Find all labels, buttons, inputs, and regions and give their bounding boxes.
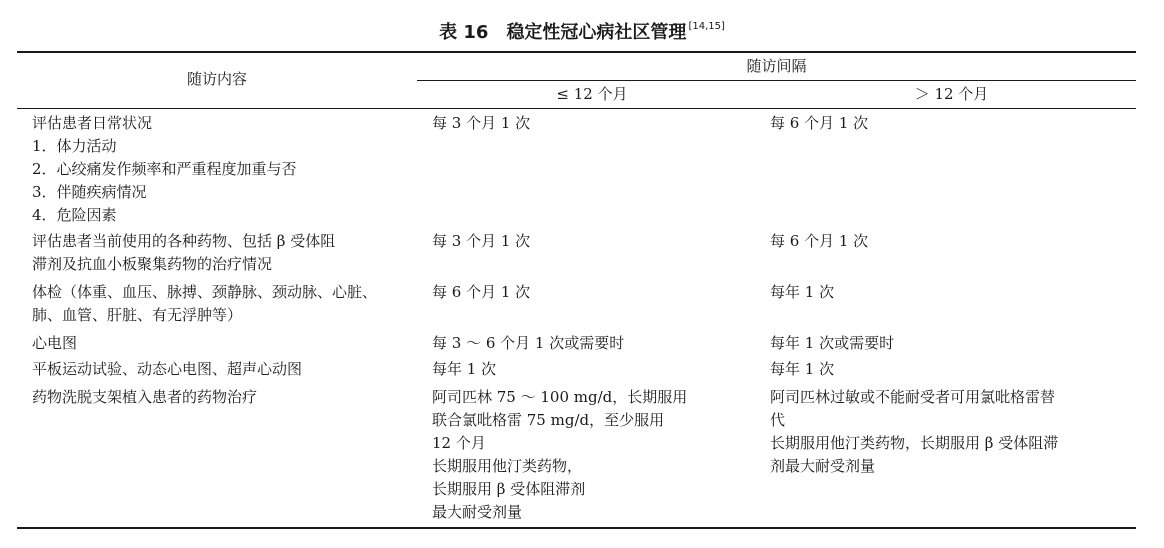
row2-le12: 每 3 个月 1 次 — [432, 232, 531, 250]
header-content: 随访内容 — [186, 70, 247, 88]
row2-content: 评估患者当前使用的各种药物、包括 β 受体阻 滞剂及抗血小板聚集药物的治疗情况 — [32, 232, 336, 273]
header-gt12: ＞ 12 个月 — [914, 85, 989, 103]
row1-gt12: 每 6 个月 1 次 — [770, 114, 869, 132]
row3-content: 体检（体重、血压、脉搏、颈静脉、颈动脉、心脏、 肺、血管、肝脏、有无浮肿等） — [32, 283, 378, 324]
row6-le12: 阿司匹林 75 ～ 100 mg/d，长期服用 联合氯吡格雷 75 mg/d，至少服用 12 个月 长期服用他汀类药物， 长期服用 β 受体阻滞剂 最大耐受剂量 — [432, 388, 688, 521]
bottom-rule — [17, 527, 1136, 529]
row5-content: 平板运动试验、动态心电图、超声心动图 — [32, 360, 303, 378]
row6-content: 药物洗脱支架植入患者的药物治疗 — [32, 388, 258, 406]
row4-content: 心电图 — [32, 334, 78, 352]
header-le12: ≤ 12 个月 — [556, 85, 628, 103]
group-rule — [417, 80, 1136, 81]
row3-gt12: 每年 1 次 — [770, 283, 835, 301]
row6-gt12: 阿司匹林过敏或不能耐受者可用氯吡格雷替 代 长期服用他汀类药物，长期服用 β 受体阻滞 剂最大耐受剂量 — [770, 388, 1059, 475]
table-title: 稳定性冠心病社区管理 — [506, 22, 687, 43]
row4-le12: 每 3 ～ 6 个月 1 次或需要时 — [432, 334, 625, 352]
row5-gt12: 每年 1 次 — [770, 360, 835, 378]
table-number: 表 16 — [439, 22, 489, 43]
row1-content: 评估患者日常状况 1．体力活动 2．心绞痛发作频率和严重程度加重与否 3．伴随疾病情况 4．危险因素 — [32, 114, 297, 224]
header-interval: 随访间隔 — [746, 57, 807, 75]
row5-le12: 每年 1 次 — [432, 360, 497, 378]
row4-gt12: 每年 1 次或需要时 — [770, 334, 895, 352]
row1-le12: 每 3 个月 1 次 — [432, 114, 531, 132]
row2-gt12: 每 6 个月 1 次 — [770, 232, 869, 250]
table-reference: [14,15] — [688, 21, 725, 32]
header-rule — [17, 108, 1136, 109]
table-caption — [0, 13, 1164, 47]
top-rule — [17, 51, 1136, 53]
row3-le12: 每 6 个月 1 次 — [432, 283, 531, 301]
